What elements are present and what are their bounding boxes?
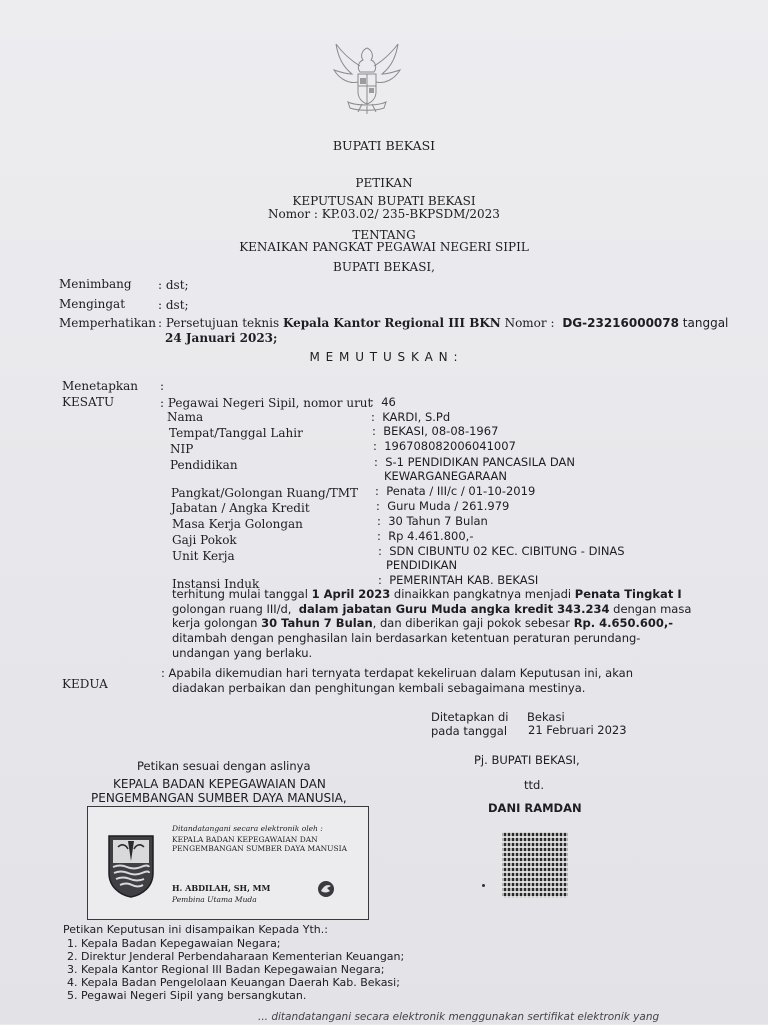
menimbang-value: : dst; [158, 278, 189, 292]
field-label-unit-kerja: Unit Kerja [172, 549, 235, 563]
esign-line-1: Ditandatangani secara elektronik oleh : [172, 824, 323, 833]
bsre-logo-icon [316, 879, 336, 899]
tanggal-label: pada tanggal [431, 724, 508, 738]
field-label-nomor-urut: : Pegawai Negeri Sipil, nomor urut [160, 396, 373, 410]
field-value-pangkat: : Penata / III/c / 01-10-2019 [375, 484, 536, 498]
kedua-label: KEDUA [62, 677, 108, 691]
electronic-signature-box [87, 806, 369, 920]
decree-subject: KENAIKAN PANGKAT PEGAWAI NEGERI SIPIL [239, 240, 529, 254]
field-value-masa-kerja: : 30 Tahun 7 Bulan [377, 514, 488, 528]
ditetapkan-value: Bekasi [527, 710, 565, 724]
menetapkan-label: Menetapkan [62, 379, 139, 393]
mengingat-value: : dst; [158, 298, 189, 312]
field-label-nip: NIP [170, 442, 194, 456]
distribution-item-1: 1. Kepala Badan Kepegawaian Negara; [67, 937, 281, 950]
kepala-badan-line2: PENGEMBANGAN SUMBER DAYA MANUSIA, [91, 791, 347, 805]
ttd-label: ttd. [524, 778, 544, 792]
bekasi-regency-seal-icon [106, 833, 156, 899]
menimbang-label: Menimbang [59, 277, 132, 291]
field-label-instansi: Instansi Induk [172, 577, 260, 591]
field-value-unit-kerja: : SDN CIBUNTU 02 KEC. CIBITUNG - DINAS [378, 544, 625, 558]
qr-code-icon [502, 832, 568, 898]
decree-number: Nomor : KP.03.02/ 235-BKPSDM/2023 [268, 207, 500, 221]
menetapkan-colon: : [160, 379, 165, 393]
memperhatikan-label: Memperhatikan [59, 316, 156, 330]
ditetapkan-label: Ditetapkan di [431, 710, 509, 724]
field-label-masa-kerja: Masa Kerja Golongan [172, 517, 303, 531]
footer-cut-text: ... ditandatangani secara elektronik menggunakan sertifikat elektronik yang [258, 1011, 660, 1023]
field-value-nomor-urut: : 46 [370, 395, 396, 409]
body-line-2: golongan ruang III/d, dalam jabatan Guru Muda angka kredit 343.234 dengan masa [172, 602, 692, 616]
field-value-ttl: : BEKASI, 08-08-1967 [372, 424, 499, 438]
body-line-1: terhitung mulai tanggal 1 April 2023 dinaikkan pangkatnya menjadi Penata Tingkat I [172, 587, 682, 601]
field-value-pendidikan: : S-1 PENDIDIKAN PANCASILA DAN [374, 455, 575, 469]
tanggal-value: 21 Februari 2023 [528, 723, 627, 737]
signer-name: DANI RAMDAN [488, 801, 582, 815]
institution-title: BUPATI BEKASI [332, 138, 436, 153]
distribution-item-2: 2. Direktur Jenderal Perbendaharaan Kementerian Keuangan; [67, 950, 405, 963]
doc-type: PETIKAN [355, 176, 413, 190]
esign-line-2: KEPALA BADAN KEPEGAWAIAN DAN [172, 835, 318, 844]
field-label-pangkat: Pangkat/Golongan Ruang/TMT [171, 486, 359, 500]
decision-heading: M E M U T U S K A N : [309, 350, 459, 364]
esign-line-3: PENGEMBANGAN SUMBER DAYA MANUSIA [172, 844, 348, 853]
body-line-4: ditambah dengan penghasilan lain berdasarkan ketentuan peraturan perundang- [172, 631, 641, 645]
field-label-jabatan: Jabatan / Angka Kredit [171, 501, 310, 515]
memperhatikan-text: : Persetujuan teknis Kepala Kantor Regional III BKN Nomor : DG-23216000078 tanggal [158, 316, 729, 330]
kepala-badan-line1: KEPALA BADAN KEPEGAWAIAN DAN [113, 777, 326, 791]
distribution-item-5: 5. Pegawai Negeri Sipil yang bersangkutan. [67, 989, 307, 1002]
bupati-title: Pj. BUPATI BEKASI, [474, 753, 580, 767]
mengingat-label: Mengingat [59, 297, 126, 311]
body-line-5: undangan yang berlaku. [172, 646, 313, 660]
garuda-emblem-icon [322, 40, 412, 116]
kedua-line-1: : Apabila dikemudian hari ternyata terdapat kekeliruan dalam Keputusan ini, akan [161, 666, 634, 680]
field-label-pendidikan: Pendidikan [170, 458, 238, 472]
decree-title: KEPUTUSAN BUPATI BEKASI [292, 194, 476, 208]
body-line-3: kerja golongan 30 Tahun 7 Bulan, dan diberikan gaji pokok sebesar Rp. 4.650.600,- [172, 616, 674, 630]
distribution-item-3: 3. Kepala Kantor Regional III Badan Kepegawaian Negara; [67, 963, 385, 976]
field-value-pendidikan-cont: KEWARGANEGARAAN [384, 469, 508, 483]
issuer-title: BUPATI BEKASI, [333, 260, 435, 274]
about-label: TENTANG [352, 228, 416, 242]
field-label-gaji: Gaji Pokok [172, 533, 237, 547]
field-value-nama: : KARDI, S.Pd [371, 410, 451, 424]
field-value-jabatan: : Guru Muda / 261.979 [376, 499, 510, 513]
field-label-nama: Nama [167, 410, 204, 424]
esign-signer-rank: Pembina Utama Muda [172, 895, 257, 904]
kesatu-label: KESATU [62, 395, 115, 409]
esign-signer-name: H. ABDILAH, SH, MM [172, 883, 271, 893]
petikan-sesuai: Petikan sesuai dengan aslinya [137, 759, 311, 773]
distribution-item-4: 4. Kepala Badan Pengelolaan Keuangan Daerah Kab. Bekasi; [67, 976, 400, 989]
field-value-gaji: : Rp 4.461.800,- [377, 529, 474, 543]
memperhatikan-date: 24 Januari 2023; [165, 331, 278, 345]
field-value-instansi: : PEMERINTAH KAB. BEKASI [378, 573, 539, 587]
dot-mark [482, 884, 485, 887]
kedua-line-2: diadakan perbaikan dan penghitungan kembali sebagaimana mestinya. [172, 681, 586, 695]
field-value-nip: : 196708082006041007 [373, 439, 516, 453]
field-label-ttl: Tempat/Tanggal Lahir [169, 426, 303, 440]
distribution-intro: Petikan Keputusan ini disampaikan Kepada Yth.: [63, 923, 328, 936]
field-value-unit-kerja-cont: PENDIDIKAN [386, 558, 458, 572]
